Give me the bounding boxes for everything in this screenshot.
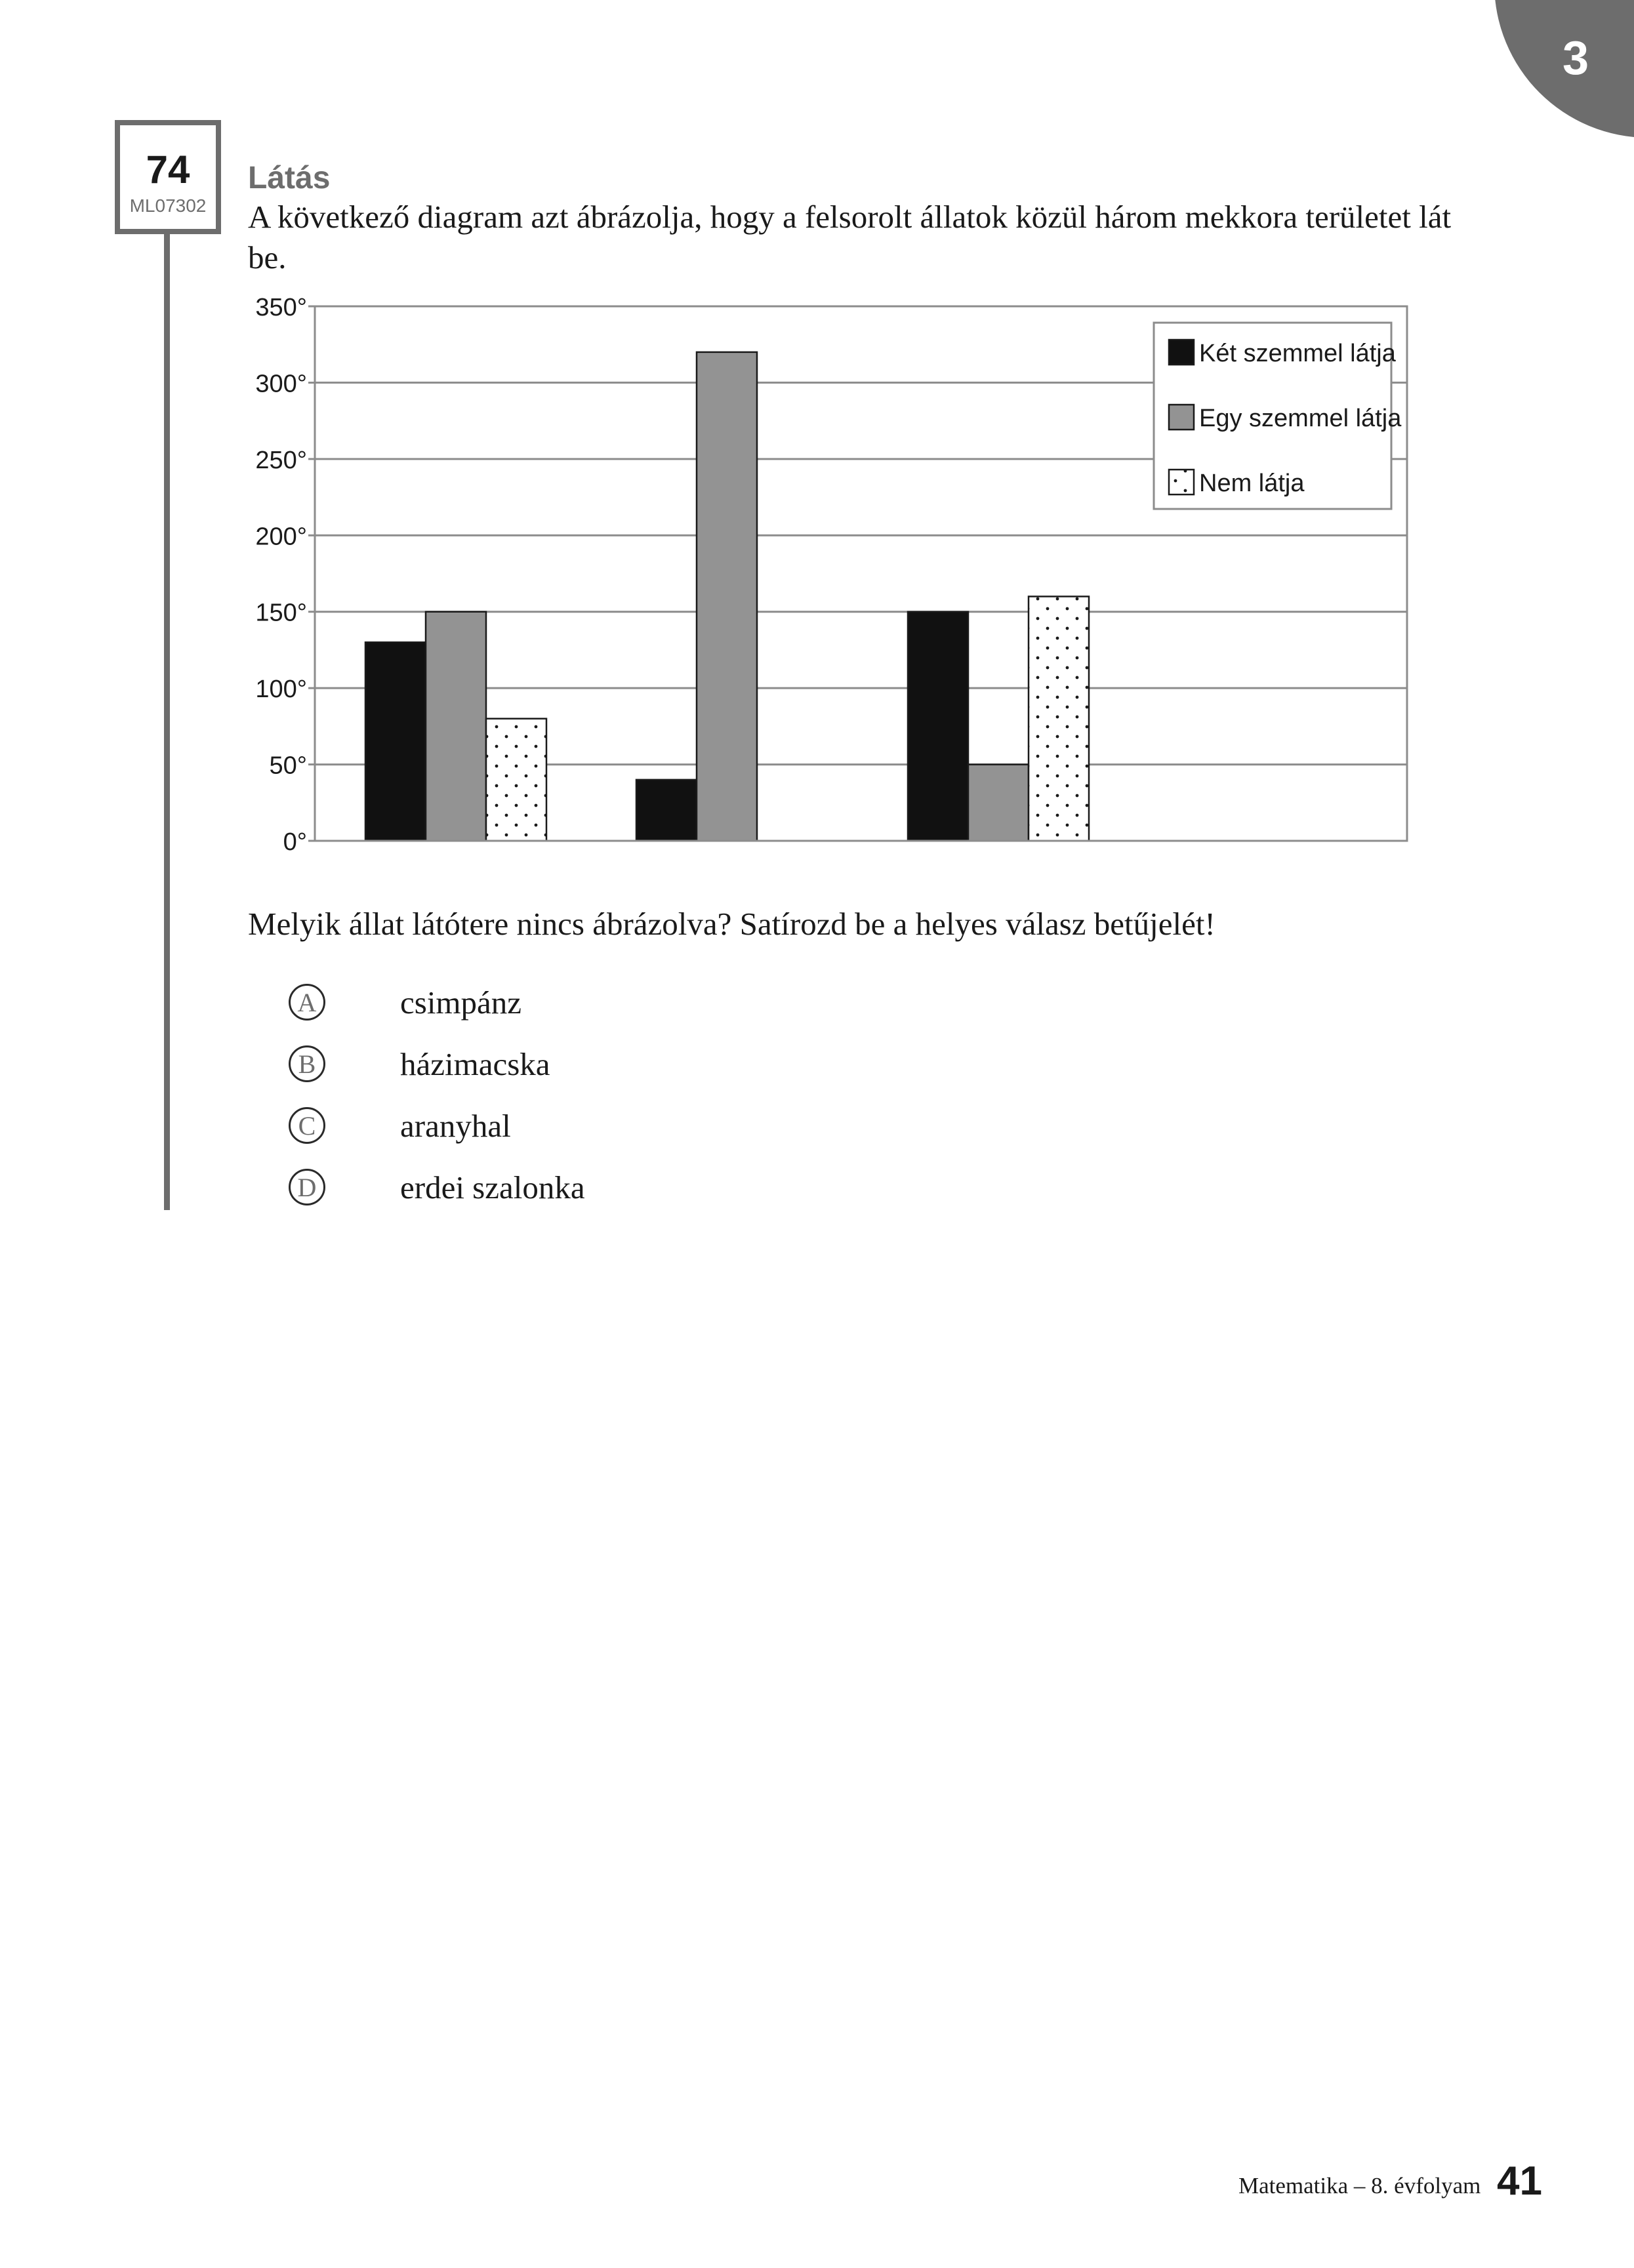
bar [636,780,697,841]
answer-bubble-a[interactable]: A [289,984,325,1021]
option-d-text: erdei szalonka [400,1169,585,1205]
legend-swatch [1169,470,1194,495]
bar [697,352,757,841]
y-tick-label: 100° [255,676,307,704]
bar [486,719,546,841]
bar [1029,596,1089,841]
option-c-text: aranyhal [400,1107,511,1144]
option-d[interactable] [289,1167,585,1207]
bar [426,612,486,841]
answer-bubble-d[interactable]: D [289,1169,325,1205]
y-tick-label: 250° [255,446,307,474]
y-tick-label: 350° [255,294,307,321]
legend-label: Nem látja [1199,470,1305,497]
option-c[interactable] [289,1106,511,1145]
y-tick-label: 50° [269,752,307,780]
option-a[interactable] [289,982,521,1022]
section-number: 3 [1562,32,1589,85]
y-tick-label: 300° [255,370,307,398]
y-tick-label: 0° [283,828,307,856]
bar [968,765,1029,841]
legend-label: Egy szemmel látja [1199,405,1402,432]
legend-swatch [1169,405,1194,430]
footer-subject: Matematika – 8. évfolyam [1238,2173,1481,2198]
answer-bubble-b[interactable]: B [289,1045,325,1082]
task-number: 74 [146,148,190,192]
bar-chart [0,0,1634,892]
option-a-text: csimpánz [400,984,522,1021]
task-question: Melyik állat látótere nincs ábrázolva? Satírozd be a helyes válasz betűjelét! [248,906,1215,942]
y-tick-label: 200° [255,523,307,551]
chart-legend [1154,323,1402,509]
legend-label: Két szemmel látja [1199,340,1396,367]
option-b-text: házimacska [400,1045,550,1082]
bar [908,612,968,841]
bar [365,642,426,841]
task-code: ML07302 [129,195,207,216]
task-title: Látás [248,161,331,195]
page-number: 41 [1497,2158,1542,2204]
answer-bubble-c[interactable]: C [289,1107,325,1144]
task-intro: A következő diagram azt ábrázolja, hogy a felsorolt állatok közül három mekkora területet lát be. [248,199,1452,275]
y-tick-label: 150° [255,599,307,627]
legend-swatch [1169,340,1194,365]
option-b[interactable] [289,1044,550,1083]
